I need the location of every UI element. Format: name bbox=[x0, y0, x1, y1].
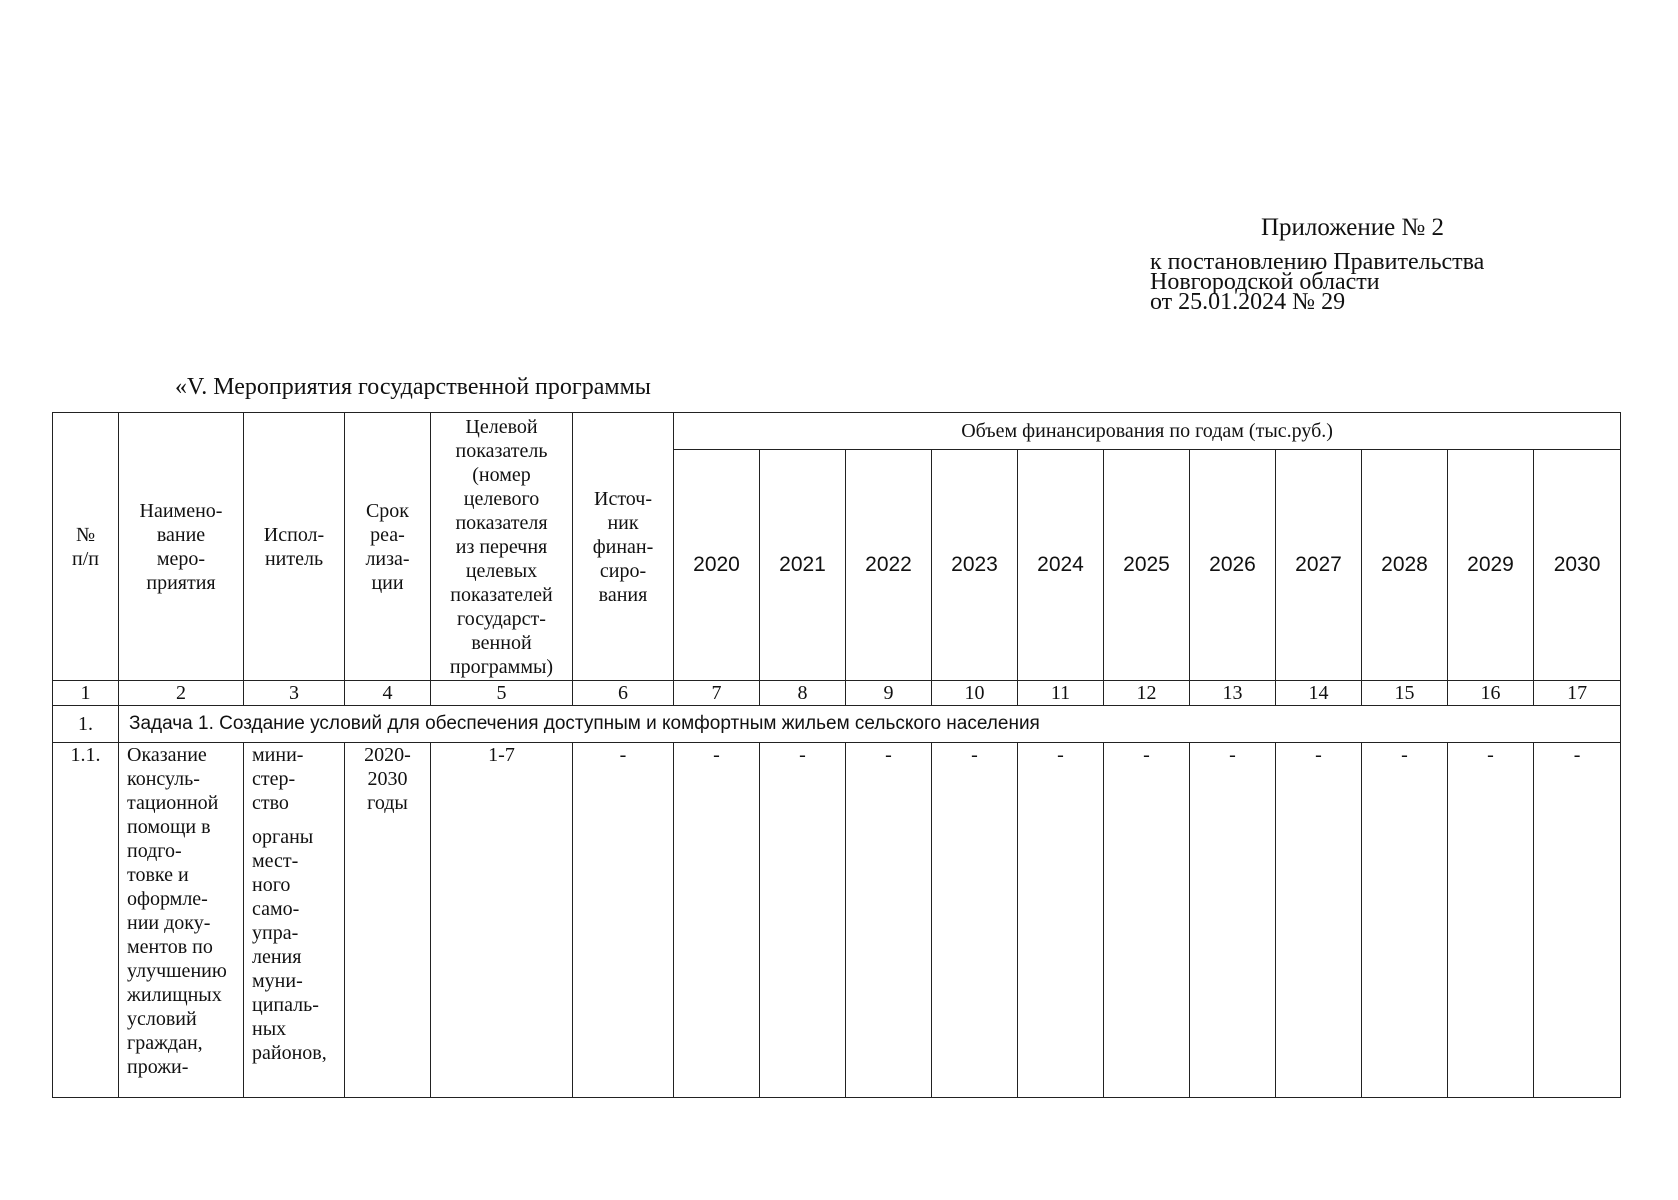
cell-line: п/п bbox=[72, 547, 99, 570]
column-number: 2 bbox=[119, 681, 244, 706]
header-year: 2029 bbox=[1448, 450, 1534, 681]
cell-line: оформле- bbox=[127, 888, 208, 910]
cell-line: ных bbox=[252, 1018, 287, 1040]
cell-line: годы bbox=[367, 792, 408, 814]
section-title: «V. Мероприятия государственной программы bbox=[175, 374, 651, 400]
column-number: 1 bbox=[53, 681, 119, 706]
cell-line: финан- bbox=[592, 535, 654, 558]
task-number: 1. bbox=[53, 706, 119, 743]
resolution-line-1: к постановлению Правительства bbox=[1150, 249, 1485, 275]
cell-line: Наимено- bbox=[139, 499, 223, 522]
column-number: 13 bbox=[1190, 681, 1276, 706]
year-value: - bbox=[1534, 743, 1621, 1098]
cell-line: программы) bbox=[449, 655, 554, 678]
cell-line: граждан, bbox=[127, 1032, 203, 1054]
column-number: 17 bbox=[1534, 681, 1621, 706]
cell-line: ления bbox=[252, 946, 302, 968]
header-year: 2026 bbox=[1190, 450, 1276, 681]
cell-line: меро- bbox=[156, 547, 206, 570]
cell-line: условий bbox=[127, 1008, 197, 1030]
year-value: - bbox=[1276, 743, 1362, 1098]
cell-line: ного bbox=[252, 874, 291, 896]
cell-line: вание bbox=[156, 523, 206, 546]
cell-line: муни- bbox=[252, 970, 303, 992]
cell-line: реа- bbox=[370, 523, 405, 546]
cell-line: целевых bbox=[465, 559, 538, 582]
cell-line: Испол- bbox=[263, 523, 325, 546]
header-name bbox=[119, 413, 244, 681]
column-number: 8 bbox=[760, 681, 846, 706]
year-value: - bbox=[674, 743, 760, 1098]
cell-line: показатель bbox=[455, 439, 548, 462]
cell-line: упра- bbox=[252, 922, 299, 944]
appendix-header bbox=[1150, 214, 1650, 315]
header-year: 2028 bbox=[1362, 450, 1448, 681]
cell-line: прожи- bbox=[127, 1056, 189, 1078]
year-value: - bbox=[932, 743, 1018, 1098]
cell-line: лиза- bbox=[365, 547, 410, 570]
cell-line: ципаль- bbox=[252, 994, 319, 1016]
column-number: 9 bbox=[846, 681, 932, 706]
year-value: - bbox=[1190, 743, 1276, 1098]
cell-line: Оказание bbox=[127, 744, 207, 766]
cell-line: показателя bbox=[455, 511, 548, 534]
header-num bbox=[53, 413, 119, 681]
cell-line: само- bbox=[252, 898, 300, 920]
cell-line: нии доку- bbox=[127, 912, 211, 934]
cell-line: районов, bbox=[252, 1042, 327, 1064]
header-year: 2023 bbox=[932, 450, 1018, 681]
measure-term bbox=[345, 743, 431, 1098]
cell-line: венной bbox=[471, 631, 532, 654]
row-number: 1.1. bbox=[53, 743, 119, 1098]
header-target bbox=[431, 413, 573, 681]
header-financing: Объем финансирования по годам (тыс.руб.) bbox=[674, 413, 1621, 450]
column-number: 16 bbox=[1448, 681, 1534, 706]
cell-line: № bbox=[75, 523, 96, 546]
cell-line: показателей bbox=[450, 583, 553, 606]
cell-line: жилищных bbox=[127, 984, 222, 1006]
cell-line: 2030 bbox=[367, 768, 408, 790]
cell-line: стер- bbox=[252, 768, 296, 790]
year-value: - bbox=[1362, 743, 1448, 1098]
measure-source: - bbox=[573, 743, 674, 1098]
cell-line: улучшению bbox=[127, 960, 227, 982]
header-year: 2020 bbox=[674, 450, 760, 681]
cell-line: ство bbox=[252, 792, 289, 814]
column-number: 10 bbox=[932, 681, 1018, 706]
header-year: 2025 bbox=[1104, 450, 1190, 681]
column-number: 4 bbox=[345, 681, 431, 706]
year-value: - bbox=[1448, 743, 1534, 1098]
measure-executor bbox=[244, 743, 345, 1098]
cell-line: (номер bbox=[472, 463, 531, 486]
column-number: 6 bbox=[573, 681, 674, 706]
header-year: 2021 bbox=[760, 450, 846, 681]
resolution-line-2: Новгородской области bbox=[1150, 269, 1380, 295]
task-title: Задача 1. Создание условий для обеспечения доступным и комфортным жильем сельского населения bbox=[119, 706, 1621, 743]
column-number: 11 bbox=[1018, 681, 1104, 706]
cell-line: консуль- bbox=[127, 768, 200, 790]
cell-line: ментов по bbox=[127, 936, 213, 958]
cell-line: вания bbox=[598, 583, 648, 606]
cell-line: из перечня bbox=[455, 535, 548, 558]
cell-line: мини- bbox=[252, 744, 304, 766]
cell-line: органы bbox=[252, 826, 314, 848]
year-value: - bbox=[1018, 743, 1104, 1098]
header-source bbox=[573, 413, 674, 681]
header-executor bbox=[244, 413, 345, 681]
column-number: 15 bbox=[1362, 681, 1448, 706]
program-measures-table bbox=[52, 412, 1621, 1098]
cell-line: мест- bbox=[252, 850, 299, 872]
column-number: 3 bbox=[244, 681, 345, 706]
column-number: 14 bbox=[1276, 681, 1362, 706]
cell-line: подго- bbox=[127, 840, 182, 862]
column-number: 5 bbox=[431, 681, 573, 706]
year-value: - bbox=[760, 743, 846, 1098]
cell-line: товке и bbox=[127, 864, 189, 886]
cell-line: приятия bbox=[146, 571, 216, 594]
cell-line: тационной bbox=[127, 792, 219, 814]
cell-line: сиро- bbox=[599, 559, 647, 582]
cell-line: 2020- bbox=[364, 744, 411, 766]
cell-line: Срок bbox=[365, 499, 410, 522]
header-term bbox=[345, 413, 431, 681]
cell-line: помощи в bbox=[127, 816, 211, 838]
header-year: 2022 bbox=[846, 450, 932, 681]
cell-line: целевого bbox=[463, 487, 540, 510]
year-value: - bbox=[846, 743, 932, 1098]
measure-name bbox=[119, 743, 244, 1098]
cell-line: Источ- bbox=[594, 487, 652, 510]
header-year: 2030 bbox=[1534, 450, 1621, 681]
cell-line: ник bbox=[607, 511, 639, 534]
cell-line: Целевой bbox=[465, 415, 538, 438]
measure-target: 1-7 bbox=[431, 743, 573, 1098]
cell-line: нитель bbox=[264, 547, 324, 570]
column-number: 12 bbox=[1104, 681, 1190, 706]
column-number: 7 bbox=[674, 681, 760, 706]
year-value: - bbox=[1104, 743, 1190, 1098]
cell-line: ции bbox=[371, 571, 404, 594]
appendix-number: Приложение № 2 bbox=[1261, 214, 1445, 241]
resolution-line-3: от 25.01.2024 № 29 bbox=[1150, 289, 1346, 315]
cell-line: государст- bbox=[457, 607, 546, 630]
header-year: 2027 bbox=[1276, 450, 1362, 681]
header-year: 2024 bbox=[1018, 450, 1104, 681]
